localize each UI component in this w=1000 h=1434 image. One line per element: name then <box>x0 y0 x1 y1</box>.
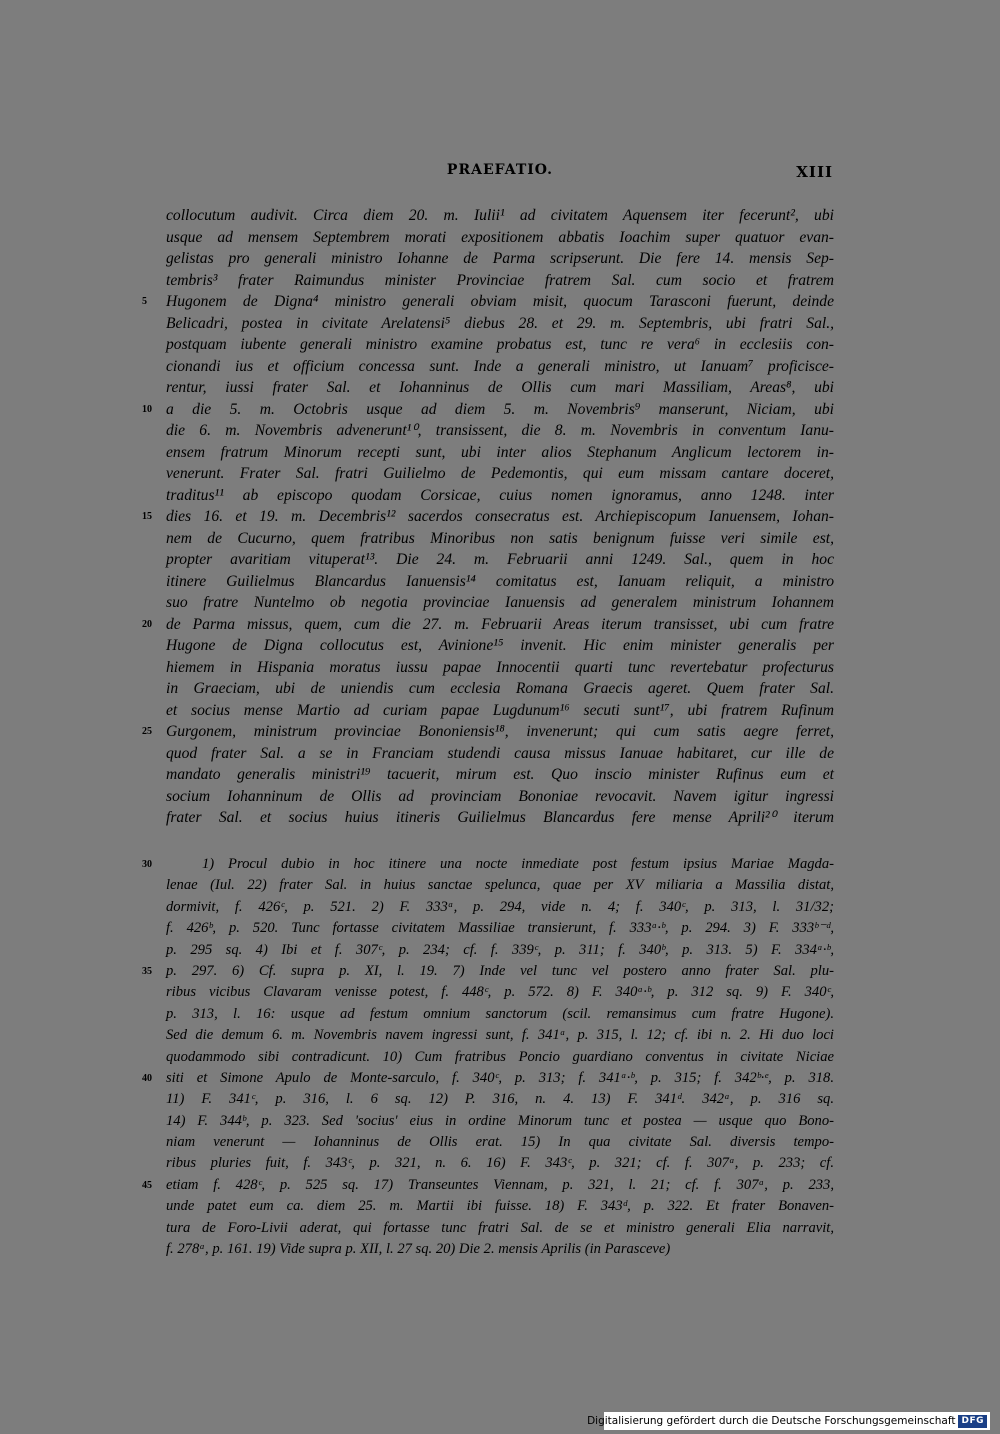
line-text: gelistas pro generali ministro Iohanne de Parma scripserunt. Die fere 14. mensis Sep- <box>166 250 834 267</box>
text-line <box>142 614 834 636</box>
footnote-line <box>166 875 834 896</box>
line-text: in Graeciam, ubi de uniendis cum ecclesia Romana Graecis ageret. Quem frater Sal. <box>166 680 834 697</box>
line-text: tembris³ frater Raimundus minister Provinciae fratrem Sal. cum socio et fratrem <box>166 271 834 289</box>
line-text: lenae (Iul. 22) frater Sal. in huius sanctae spelunca, quae per XV miliaria a Massilia distat, <box>166 877 834 894</box>
line-text: itinere Guilielmus Blancardus Ianuensis¹⁴ comitatus est, Ianuam reliquit, a ministro <box>166 572 834 590</box>
text-line <box>166 270 834 292</box>
line-text: tura de Foro-Livii aderat, qui fortasse tunc fratri Sal. de se et ministro generali Elia narravit, <box>166 1219 834 1236</box>
line-text: quod frater Sal. a se in Franciam studendi causa missus Ianuae habitaret, cur ille de <box>166 744 834 762</box>
line-text: a die 5. m. Octobris usque ad diem 5. m. Novembris⁹ manserunt, Niciam, ubi <box>166 400 834 418</box>
text-line <box>166 420 834 442</box>
text-line <box>166 764 834 786</box>
text-line <box>166 356 834 378</box>
footnote-line <box>166 1239 834 1260</box>
footnote-line <box>142 1175 834 1196</box>
line-text: collocutum audivit. Circa diem 20. m. Iulii¹ ad civitatem Aquensem iter fecerunt², ubi <box>166 207 834 224</box>
line-number: 20 <box>142 618 152 630</box>
line-number: 25 <box>142 726 152 737</box>
dfg-logo-icon: DFG <box>958 1415 987 1428</box>
line-text: hiemem in Hispania moratus iussu papae Innocentii quarti tunc revertebatur profecturus <box>166 658 834 676</box>
line-text: traditus¹¹ ab episcopo quodam Corsicae, cuius nomen ignoramus, anno 1248. inter <box>166 486 834 504</box>
line-text: et socius mense Martio ad curiam papae Lugdunum¹⁶ secuti sunt¹⁷, ubi fratrem Rufinum <box>166 701 834 719</box>
line-number: 10 <box>142 403 152 415</box>
line-text: dies 16. et 19. m. Decembris¹² sacerdos consecratus est. Archiepiscopum Ianuensem, Iohan- <box>166 508 834 525</box>
footnote-line <box>166 918 834 939</box>
text-line <box>166 334 834 356</box>
footnote-line <box>166 982 834 1003</box>
text-line <box>166 635 834 657</box>
line-text: rentur, iussi frater Sal. et Iohanninus de Ollis cum mari Massiliam, Areas⁸, ubi <box>166 379 834 396</box>
main-text-block <box>142 205 834 829</box>
page-number: XIII <box>796 163 833 181</box>
digitization-footer <box>587 1412 990 1430</box>
footnotes-block <box>142 854 834 1260</box>
footnote-line <box>142 961 834 982</box>
text-line <box>142 721 834 743</box>
footnote-line <box>142 1068 834 1089</box>
text-line <box>166 377 834 399</box>
text-line <box>166 205 834 227</box>
line-text: quodammodo sibi contradicunt. 10) Cum fratribus Poncio guardiano conventus in civitate Niciae <box>166 1048 834 1065</box>
line-text: Hugonem de Digna⁴ ministro generali obviam misit, quocum Tarasconi fuerunt, deinde <box>166 293 834 310</box>
text-line <box>142 506 834 528</box>
text-line <box>166 313 834 335</box>
footnote-line <box>166 1196 834 1217</box>
line-text: Hugone de Digna collocutus est, Avinione¹⁵ invenit. Hic enim minister generalis per <box>166 637 834 654</box>
line-text: die 6. m. Novembris advenerunt¹⁰, transissent, die 8. m. Novembris in conventum Ianu- <box>166 422 834 439</box>
line-number: 30 <box>142 859 152 870</box>
text-line <box>166 592 834 614</box>
line-text: f. 426ᵇ, p. 520. Tunc fortasse civitatem Massiliae transierunt, f. 333ᵃ·ᵇ, p. 294. 3) F. 333ᵇ⁻ᵈ, <box>166 920 834 937</box>
line-text: cionandi ius et officium concessa sunt. Inde a generali ministro, ut Ianuam⁷ proficisce- <box>166 357 834 375</box>
footnote-line <box>166 1153 834 1174</box>
footnote-line <box>142 854 834 875</box>
text-line <box>166 678 834 700</box>
text-line <box>166 227 834 249</box>
line-text: 14) F. 344ᵇ, p. 323. Sed 'socius' eius in ordine Minorum tunc et postea — usque quo Bono- <box>166 1112 834 1129</box>
text-line <box>166 248 834 270</box>
line-text: socium Iohanninum de Ollis ad provinciam Bononiae revocavit. Navem igitur ingressi <box>166 787 834 805</box>
text-line <box>166 700 834 722</box>
text-line <box>142 399 834 421</box>
line-number: 15 <box>142 511 152 522</box>
line-number: 35 <box>142 965 152 977</box>
line-number: 45 <box>142 1179 152 1191</box>
text-line <box>142 291 834 313</box>
footnote-line <box>166 1111 834 1132</box>
line-text: Sed die demum 6. m. Novembris navem ingressi sunt, f. 341ᵃ, p. 315, l. 12; cf. ibi n. 2. Hi duo loci <box>166 1027 834 1044</box>
line-text: unde patet eum ca. diem 25. m. Martii ibi fuisse. 18) F. 343ᵈ, p. 322. Et frater Bonaven- <box>166 1198 834 1215</box>
footnote-line <box>166 1132 834 1153</box>
line-text: 11) F. 341ᶜ, p. 316, l. 6 sq. 12) P. 316, n. 4. 13) F. 341ᵈ. 342ᵃ, p. 316 sq. <box>166 1091 834 1108</box>
line-text: usque ad mensem Septembrem morati expositionem abbatis Ioachim super quatuor evan- <box>166 228 834 246</box>
footnote-line <box>166 1025 834 1046</box>
line-text: p. 297. 6) Cf. supra p. XI, l. 19. 7) Inde vel tunc vel postero anno frater Sal. plu- <box>166 962 834 979</box>
text-line <box>166 485 834 507</box>
running-header-title: PRAEFATIO. <box>446 162 554 178</box>
footnote-line <box>166 940 834 961</box>
line-text: ribus pluries fuit, f. 343ᶜ, p. 321, n. 6. 16) F. 343ᶜ, p. 321; cf. f. 307ᵃ, p. 233; cf. <box>166 1155 834 1172</box>
line-text: niam venerunt — Iohanninus de Ollis erat. 15) In qua civitate Sal. diversis tempo- <box>166 1134 834 1151</box>
line-text: p. 295 sq. 4) Ibi et f. 307ᶜ, p. 234; cf. f. 339ᶜ, p. 311; f. 340ᵇ, p. 313. 5) F. 334ᵃ·ᵇ, <box>166 941 834 958</box>
line-text: suo fratre Nuntelmo ob negotia provinciae Ianuensis ad generalem ministrum Iohannem <box>166 594 834 611</box>
text-line <box>166 571 834 593</box>
text-line <box>166 786 834 808</box>
line-text: Gurgonem, ministrum provinciae Bononiensis¹⁸, invenerunt; qui cum satis aegre ferret, <box>166 723 834 740</box>
footnote-line <box>166 1089 834 1110</box>
text-line <box>166 807 834 829</box>
line-text: Belicadri, postea in civitate Arelatensi⁵ diebus 28. et 29. m. Septembris, ubi fratri Sal., <box>166 314 834 332</box>
footnote-line <box>166 1047 834 1068</box>
text-line <box>166 528 834 550</box>
line-text: mandato generalis ministri¹⁹ tacuerit, mirum est. Quo inscio minister Rufinus eum et <box>166 766 834 783</box>
line-text: p. 313, l. 16: usque ad festum omnium sanctorum (scil. remansimus cum fratre Hugone). <box>166 1005 834 1022</box>
footnote-line <box>166 897 834 918</box>
line-text: f. 278ᵃ, p. 161. 19) Vide supra p. XII, l. 27 sq. 20) Die 2. mensis Aprilis (in Parasceve) <box>166 1241 671 1258</box>
line-text: venerunt. Frater Sal. fratri Guilielmo de Pedemontis, qui eum missam cantare doceret, <box>166 465 834 482</box>
line-text: frater Sal. et socius huius itineris Guilielmus Blancardus fere mense Aprili²⁰ iterum <box>166 809 834 826</box>
line-text: siti et Simone Apulo de Monte-sarculo, f. 340ᶜ, p. 313; f. 341ᵃ·ᵇ, p. 315; f. 342ᵇ·ᵉ, p. 318. <box>166 1069 834 1086</box>
text-line <box>166 743 834 765</box>
line-text: postquam iubente generali ministro examine probatus est, tunc re vera⁶ in ecclesiis con- <box>166 336 834 353</box>
line-text: dormivit, f. 426ᶜ, p. 521. 2) F. 333ᵃ, p. 294, vide n. 4; f. 340ᶜ, p. 313, l. 31/32; <box>166 898 834 915</box>
text-line <box>166 463 834 485</box>
text-line <box>166 657 834 679</box>
footnote-line <box>166 1004 834 1025</box>
line-number: 5 <box>142 296 147 307</box>
text-line <box>166 442 834 464</box>
line-text: nem de Cucurno, quem fratribus Minoribus non satis benignum fuisse veri simile est, <box>166 529 834 547</box>
line-text: propter avaritiam vituperat¹³. Die 24. m. Februarii anni 1249. Sal., quem in hoc <box>166 551 834 568</box>
text-line <box>166 549 834 571</box>
line-text: ribus vicibus Clavaram venisse potest, f. 448ᶜ, p. 572. 8) F. 340ᵃ·ᵇ, p. 312 sq. 9) F. 340ᶜ, <box>166 984 834 1001</box>
line-text: ensem fratrum Minorum recepti sunt, ubi inter alios Stephanum Anglicum lectorem in- <box>166 443 834 461</box>
line-text: de Parma missus, quem, cum die 27. m. Februarii Areas iterum transisset, ubi cum fratre <box>166 615 834 633</box>
funding-notice: Digitalisierung gefördert durch die Deutsche Forschungsgemeinschaft <box>587 1415 956 1427</box>
line-number: 40 <box>142 1072 152 1084</box>
line-text: etiam f. 428ᶜ, p. 525 sq. 17) Transeuntes Viennam, p. 321, l. 21; cf. f. 307ᵃ, p. 233, <box>166 1176 834 1193</box>
line-text: 1) Procul dubio in hoc itinere una nocte inmediate post festum ipsius Mariae Magda- <box>202 856 834 872</box>
footnote-line <box>166 1218 834 1239</box>
